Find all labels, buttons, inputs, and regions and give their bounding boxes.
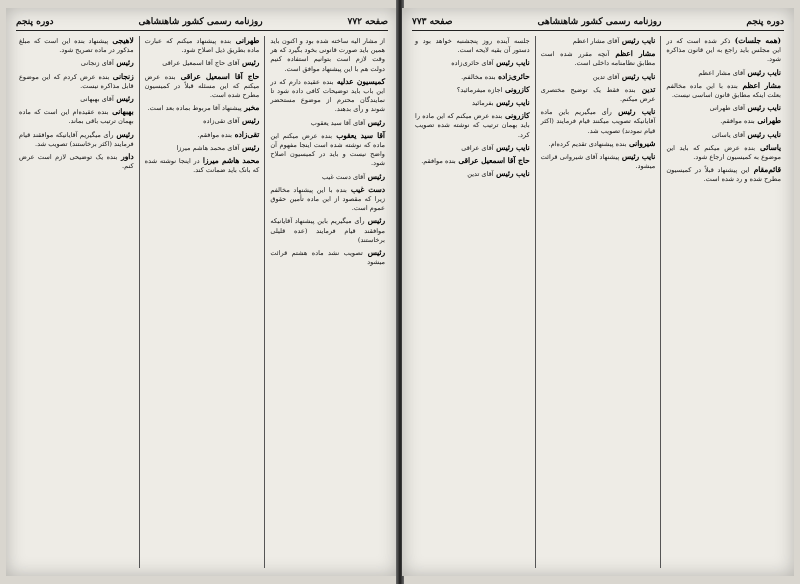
speech-entry xyxy=(19,130,134,149)
speaker-name: لاهیجی xyxy=(112,36,134,45)
speech-text: رأی میگیریم باین پیشنهاد آقایانیکه موافقند قیام فرمایند (عده قلیلی برخاستند) xyxy=(270,217,385,244)
speaker-name: طهرانی xyxy=(757,116,781,126)
speaker-name: دست غیب xyxy=(350,184,385,194)
speech-text: تصویب نشد ماده هشتم قرائت میشود xyxy=(270,249,385,267)
speech-text: بنده عرض میکنم این ماده که نوشته شده است اینجا مفهوم آن واضح نیست و باید در کمیسیون اصلاح شود. xyxy=(270,131,385,168)
speech-entry xyxy=(145,58,260,68)
speech-entry xyxy=(415,143,530,153)
speaker-name: کمیسیون عدلیه xyxy=(336,76,385,86)
speech-text: بنده مخالفم. xyxy=(461,72,496,81)
speaker-name: نایب رئیس xyxy=(747,67,781,77)
speaker-name: بهبهانی xyxy=(112,107,134,117)
speech-text: آقای زنجانی xyxy=(80,59,114,68)
speaker-name: مشار اعظم xyxy=(615,49,656,59)
right-page-header xyxy=(412,14,784,31)
speech-entry xyxy=(541,85,656,104)
speech-entry xyxy=(541,49,656,68)
speech-entry xyxy=(415,156,530,166)
speaker-name: نایب رئیس xyxy=(747,103,781,113)
speech-text: بنده عرض میکنم که این ماده را باید بهمان ترتیب که نوشته شده تصویب کرد. xyxy=(414,112,530,139)
speech-text: ذکر شده است که در این مجلس باید راجع به این قانون مذاکره شود. xyxy=(666,37,781,64)
right-session-label: دوره پنجم xyxy=(746,17,784,27)
speaker-name: آقا سید یعقوب xyxy=(336,130,385,140)
speech-entry xyxy=(19,58,134,68)
speech-entry xyxy=(666,130,781,140)
speech-text: بنده با این پیشنهاد مخالفم زیرا که مقصود از این ماده تأمین حقوق عموم است. xyxy=(270,185,385,213)
right-publication-title: روزنامه رسمی کشور شاهنشاهی xyxy=(537,17,662,27)
text-column xyxy=(410,36,536,568)
speech-entry xyxy=(270,216,385,245)
speaker-name: تقی‌زاده xyxy=(234,129,260,139)
speaker-name: مخبر xyxy=(244,103,260,113)
speech-text: پیشنهاد بنده این است که مبلغ مذکور در ماده تصریح شود. xyxy=(18,37,134,55)
right-page xyxy=(402,8,794,576)
speech-entry xyxy=(19,36,134,55)
speech-entry xyxy=(541,107,656,136)
speech-entry xyxy=(19,107,134,126)
speaker-name: رئیس xyxy=(242,116,260,126)
speech-text: آقای حاج آقا اسمعیل عراقی xyxy=(162,59,240,68)
speech-text: آقای مشار اعظم xyxy=(698,68,745,77)
speech-text: آقای آقا سید یعقوب xyxy=(310,118,366,127)
speech-entry xyxy=(270,36,385,74)
speech-text: اجازه میفرمائید؟ xyxy=(456,85,503,94)
speaker-name: رئیس xyxy=(116,58,134,68)
text-column xyxy=(265,36,390,568)
speech-entry xyxy=(415,85,530,95)
speaker-name: شیروانی xyxy=(628,138,656,148)
speech-entry xyxy=(145,36,260,55)
speech-entry xyxy=(19,94,134,104)
speech-entry xyxy=(145,156,260,175)
speech-entry xyxy=(145,116,260,126)
left-publication-title: روزنامه رسمی کشور شاهنشاهی xyxy=(138,17,263,27)
speech-entry xyxy=(541,139,656,149)
text-column xyxy=(661,36,786,568)
speaker-name: حاج آقا اسمعیل عراقی xyxy=(180,71,260,81)
speaker-name: رئیس xyxy=(242,58,260,68)
speech-entry xyxy=(270,185,385,214)
speech-entry xyxy=(666,116,781,126)
speech-entry xyxy=(666,68,781,78)
speaker-name: نایب رئیس xyxy=(621,71,656,81)
speech-entry xyxy=(666,143,781,162)
speech-text: آقای تقی‌زاده xyxy=(203,117,240,126)
speech-text: آقای مشار اعظم xyxy=(572,37,620,45)
speech-entry xyxy=(145,143,260,153)
right-page-columns xyxy=(410,36,786,568)
speech-text: آقای عراقی xyxy=(461,143,494,152)
speaker-name: رئیس xyxy=(367,216,386,226)
speaker-name: نایب رئیس xyxy=(496,98,530,108)
speech-entry xyxy=(270,131,385,169)
speaker-name: طهرانی xyxy=(235,36,260,45)
speech-text: در اینجا نوشته شده که بانک باید ضمانت کند. xyxy=(144,157,260,175)
left-page xyxy=(6,8,398,576)
speaker-name: حائری‌زاده xyxy=(498,71,530,81)
speech-entry xyxy=(415,36,530,55)
speaker-name: داور xyxy=(121,152,134,162)
speech-entry xyxy=(415,58,530,68)
speaker-name: رئیس xyxy=(367,171,385,181)
speaker-name: یاسائی xyxy=(760,142,782,152)
speech-text: جلسه آینده روز پنجشنبه خواهد بود و دستور آن بقیه لایحه است. xyxy=(414,37,530,55)
speech-text: آقای تدین xyxy=(467,170,494,179)
speech-text: بنده عرض کردم که این موضوع قابل مذاکره نیست. xyxy=(18,72,134,90)
speaker-name: مشار اعظم xyxy=(742,80,782,90)
speech-entry xyxy=(415,169,530,179)
speaker-name: رئیس xyxy=(367,117,385,127)
speaker-name: نایب رئیس xyxy=(496,142,530,152)
speaker-name: رئیس xyxy=(367,248,386,258)
speech-text: پیشنهاد آقای شیروانی قرائت میشود. xyxy=(540,153,656,171)
speaker-name: کازرونی xyxy=(504,84,530,94)
speech-entry xyxy=(19,152,134,171)
speech-text: بنده موافقم. xyxy=(421,157,456,166)
speech-text: بنده موافقم. xyxy=(720,117,755,126)
speech-text: آنچه مقرر شده است مطابق نظامنامه داخلی است. xyxy=(540,50,656,68)
speech-entry xyxy=(270,248,385,267)
text-column xyxy=(140,36,266,568)
speech-text: بنده فقط یک توضیح مختصری عرض میکنم. xyxy=(540,85,656,104)
speech-entry xyxy=(145,103,260,113)
speech-text: آقای دست غیب xyxy=(321,172,366,181)
speech-entry xyxy=(541,72,656,82)
speaker-name: نایب رئیس xyxy=(618,107,656,117)
left-page-number: صفحه ۷۷۲ xyxy=(347,17,388,27)
speaker-name: قائم‌مقام xyxy=(753,165,782,175)
speech-entry xyxy=(270,118,385,128)
speech-entry xyxy=(666,165,781,184)
speech-entry xyxy=(145,130,260,140)
speech-entry xyxy=(145,72,260,101)
speaker-name: نایب رئیس xyxy=(621,152,656,162)
speaker-name: نایب رئیس xyxy=(496,58,530,68)
speaker-name: رئیس xyxy=(116,94,134,104)
speech-entry xyxy=(666,81,781,100)
speech-entry xyxy=(415,72,530,82)
speaker-name: حاج آقا اسمعیل عراقی xyxy=(458,156,530,166)
speech-text: بنده عقیده دارم که در این باب باید توضیحات کافی داده شود تا نمایندگان محترم از موضوع مستحضر شوند و رأی بدهند. xyxy=(270,77,385,114)
speech-text: رأی میگیریم آقایانیکه موافقند قیام فرمایند (اکثر برخاستند) تصویب شد. xyxy=(18,130,134,148)
speech-text: بنده عرض میکنم که باید این موضوع به کمیسیون ارجاع شود. xyxy=(666,143,781,162)
text-column xyxy=(536,36,662,568)
speech-text: رأی میگیریم باین ماده آقایانیکه تصویب میکنند قیام فرمایند (اکثر قیام نمودند) تصویب شد. xyxy=(540,108,656,135)
text-column xyxy=(14,36,140,568)
speaker-name: رئیس xyxy=(242,142,260,152)
speech-text: از مشار الیه ساخته شده بود و اکنون باید همین باید صورت قانونی بخود بگیرد که هر وقت لازم است بتوانیم استفاده کنیم دولت هم با این پیشنهاد موافق است. xyxy=(270,37,385,73)
speech-text: بنده موافقم. xyxy=(197,130,232,139)
speech-text: بنده پیشنهاد میکنم که عبارت ماده بطریق ذیل اصلاح شود. xyxy=(144,37,260,55)
speech-text: آقای حائری‌زاده xyxy=(451,59,494,68)
speech-text: آقای طهرانی xyxy=(709,104,745,113)
speech-text: آقای محمد هاشم میرزا xyxy=(176,143,240,152)
speaker-name: نایب رئیس xyxy=(621,36,656,45)
speaker-name: زنجانی xyxy=(112,71,134,81)
speech-entry xyxy=(270,77,385,115)
speech-text: بنده یک توضیحی لازم است عرض کنم. xyxy=(18,153,134,171)
speech-text: بنده با این ماده مخالفم بعلت اینکه مطابق قانون اساسی نیست. xyxy=(666,81,781,100)
speech-text: بنده عقیده‌ام این است که ماده بهمان ترتیب باقی بماند. xyxy=(18,108,134,126)
speech-text: آقای تدین xyxy=(592,72,620,81)
speech-entry xyxy=(19,72,134,91)
speaker-name: کازرونی xyxy=(504,111,530,121)
speech-entry xyxy=(541,36,656,46)
speaker-name: نایب رئیس xyxy=(496,169,530,179)
left-page-header xyxy=(16,14,388,31)
speech-entry xyxy=(666,103,781,113)
speech-text: این پیشنهاد قبلاً در کمیسیون مطرح شده و رد شده است. xyxy=(666,166,781,184)
speech-entry xyxy=(541,152,656,171)
left-page-columns xyxy=(14,36,390,568)
speech-entry xyxy=(270,172,385,182)
speaker-name: نایب رئیس xyxy=(747,129,781,139)
speech-text: آقای بهبهانی xyxy=(80,95,114,104)
speech-text: بنده پیشنهادی تقدیم کرده‌ام. xyxy=(548,139,627,148)
speaker-name: رئیس xyxy=(116,129,134,139)
left-session-label: دوره پنجم xyxy=(16,17,54,27)
speaker-name: محمد هاشم میرزا xyxy=(202,156,260,166)
speech-text: پیشنهاد آقا مربوط بماده بعد است. xyxy=(147,104,242,113)
speech-entry xyxy=(415,111,530,140)
speech-entry xyxy=(415,98,530,108)
speech-text: بفرمائید xyxy=(471,99,494,108)
right-page-number: صفحه ۷۷۳ xyxy=(412,17,453,27)
speech-text: بنده عرض میکنم که این مسئله قبلاً در کمیسیون مطرح شده است. xyxy=(144,72,260,100)
speech-entry xyxy=(666,36,781,65)
speaker-name: تدین xyxy=(641,84,656,94)
speaker-name: (همه جلسات) xyxy=(734,36,781,45)
speech-text: آقای یاسائی xyxy=(711,130,745,139)
